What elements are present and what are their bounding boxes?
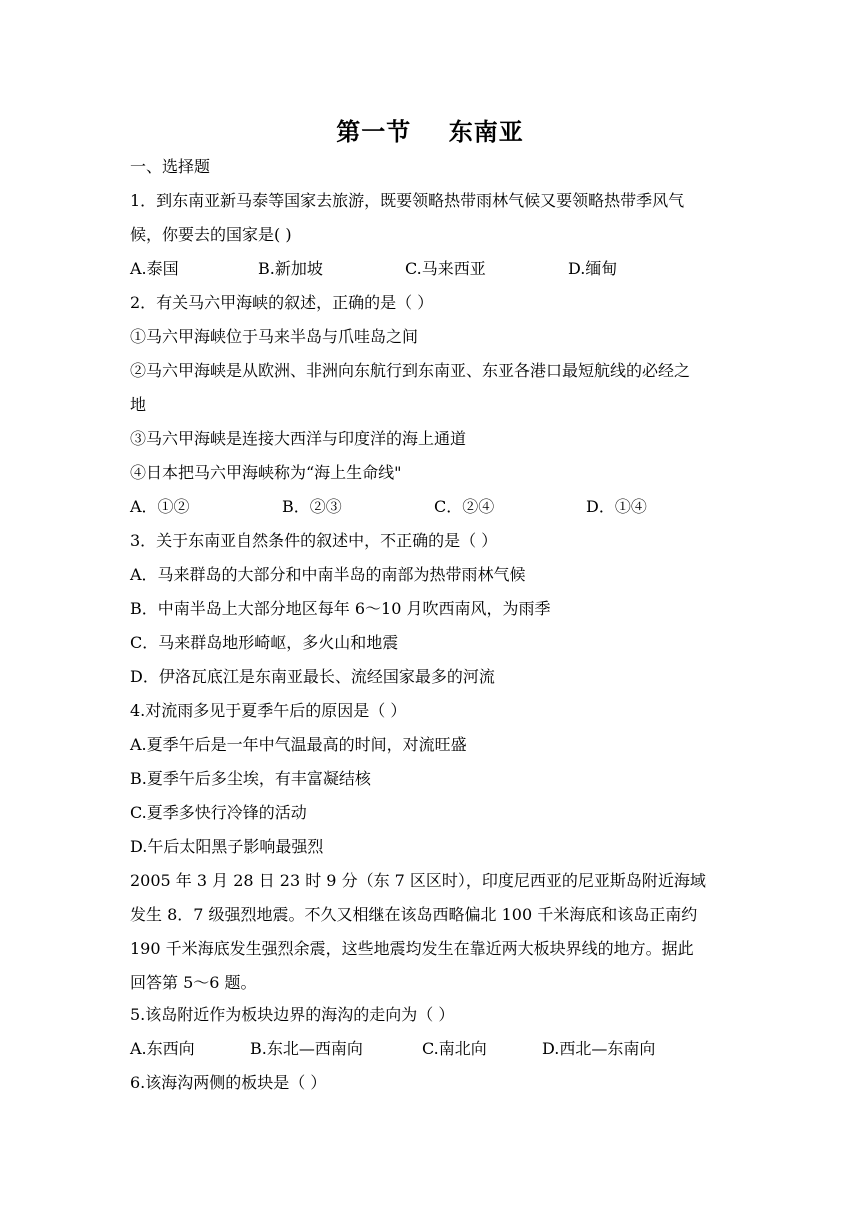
q2-option-c: C．②④ — [434, 497, 495, 516]
q4-option-d: D.午后太阳黑子影响最强烈 — [130, 837, 324, 856]
q6-stem: 6.该海沟两侧的板块是（ ） — [130, 1073, 327, 1092]
q3-stem: 3．关于东南亚自然条件的叙述中，不正确的是（ ） — [130, 531, 498, 550]
q5-option-a: A.东西向 — [130, 1039, 195, 1058]
passage-line-4: 回答第 5～6 题。 — [130, 973, 257, 992]
q2-item-3: ③马六甲海峡是连接大西洋与印度洋的海上通道 — [130, 429, 467, 448]
q4-option-a: A.夏季午后是一年中气温最高的时间，对流旺盛 — [130, 735, 467, 754]
q2-option-d: D．①④ — [586, 497, 647, 516]
q2-option-a: A．①② — [130, 497, 190, 516]
q4-option-b: B.夏季午后多尘埃，有丰富凝结核 — [130, 769, 371, 788]
q1-option-b: B.新加坡 — [258, 259, 323, 278]
q1-option-d: D.缅甸 — [568, 259, 618, 278]
q2-option-b: B．②③ — [282, 497, 342, 516]
q2-item-1: ①马六甲海峡位于马来半岛与爪哇岛之间 — [130, 327, 419, 346]
passage-line-2: 发生 8．7 级强烈地震。不久又相继在该岛西略偏北 100 千米海底和该岛正南约 — [130, 905, 698, 924]
q3-option-c: C．马来群岛地形崎岖，多火山和地震 — [130, 633, 399, 652]
document-title: 第一节 东南亚 — [336, 117, 524, 146]
q3-option-d: D．伊洛瓦底江是东南亚最长、流经国家最多的河流 — [130, 667, 495, 686]
section-heading: 一、选择题 — [130, 157, 211, 176]
q3-option-a: A．马来群岛的大部分和中南半岛的南部为热带雨林气候 — [130, 565, 526, 584]
q2-item-2-cont: 地 — [130, 395, 147, 414]
q1-stem-line1: 1．到东南亚新马泰等国家去旅游，既要领略热带雨林气候又要领略热带季风气 — [130, 191, 685, 210]
q1-option-c: C.马来西亚 — [405, 259, 486, 278]
q2-item-2: ②马六甲海峡是从欧洲、非洲向东航行到东南亚、东亚各港口最短航线的必经之 — [130, 361, 691, 380]
q5-option-b: B.东北—西南向 — [250, 1039, 363, 1058]
q4-option-c: C.夏季多快行冷锋的活动 — [130, 803, 307, 822]
q2-stem: 2．有关马六甲海峡的叙述，正确的是（ ） — [130, 293, 434, 312]
q3-option-b: B．中南半岛上大部分地区每年 6～10 月吹西南风，为雨季 — [130, 599, 551, 618]
q5-stem: 5.该岛附近作为板块边界的海沟的走向为（ ） — [130, 1005, 455, 1024]
passage-line-3: 190 千米海底发生强烈余震，这些地震均发生在靠近两大板块界线的地方。据此 — [130, 939, 694, 958]
q2-item-4: ④日本把马六甲海峡称为“海上生命线" — [130, 463, 402, 482]
q5-option-c: C.南北向 — [422, 1039, 487, 1058]
q1-stem-line2: 候，你要去的国家是( ) — [130, 225, 292, 244]
q4-stem: 4.对流雨多见于夏季午后的原因是（ ） — [130, 701, 407, 720]
q5-option-d: D.西北—东南向 — [542, 1039, 656, 1058]
q1-option-a: A.泰国 — [130, 259, 179, 278]
passage-line-1: 2005 年 3 月 28 日 23 时 9 分（东 7 区区时），印度尼西亚的尼亚斯岛附近海域 — [130, 871, 706, 890]
